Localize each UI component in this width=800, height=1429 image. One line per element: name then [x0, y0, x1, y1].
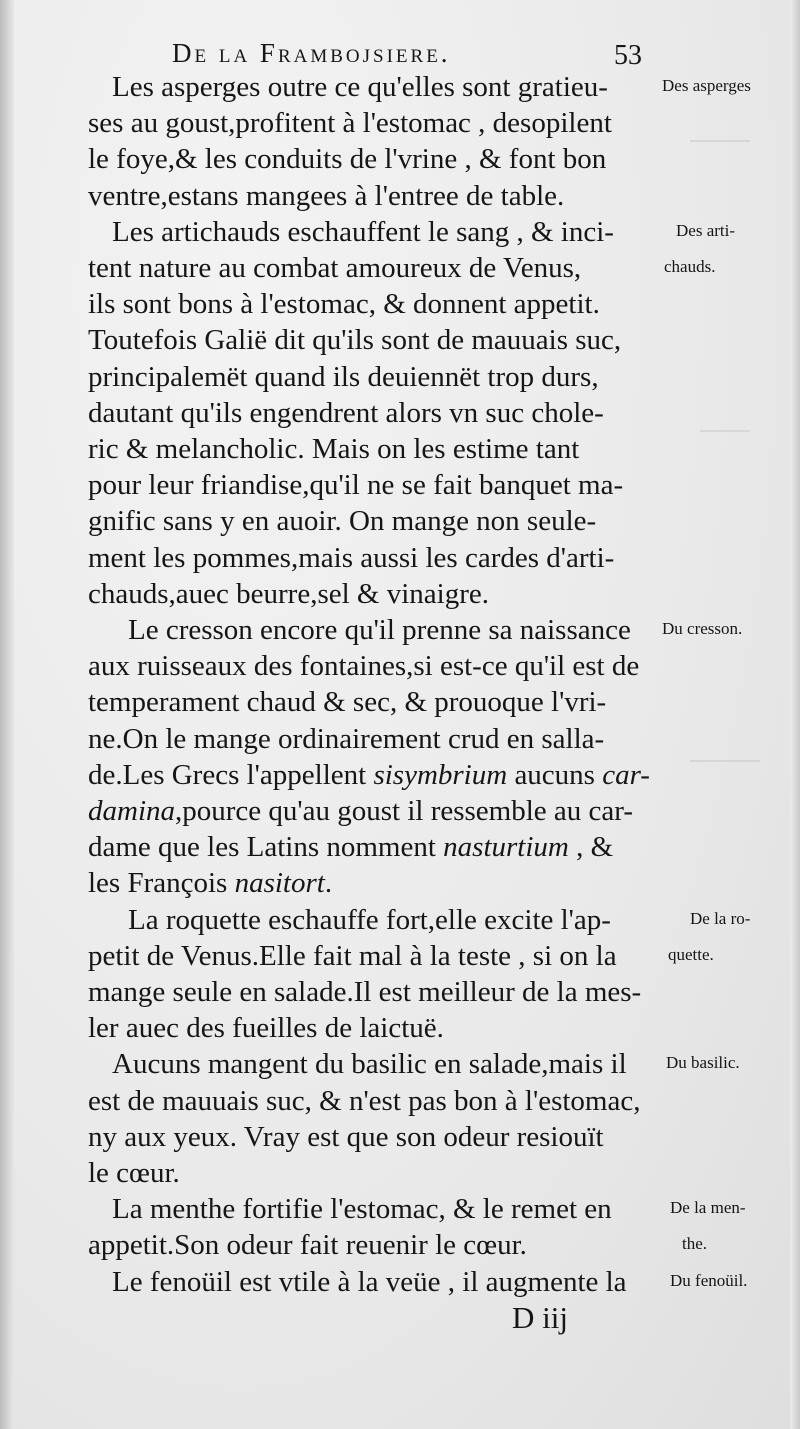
text-line: dautant qu'ils engendrent alors vn suc chole- — [88, 396, 604, 429]
text-line: ventre,estans mangees à l'entree de table. — [88, 179, 565, 212]
text-line: ils sont bons à l'estomac, & donnent appetit. — [88, 288, 600, 321]
text-line: gnific sans y en auoir. On mange non seule- — [88, 505, 597, 538]
text-fragment: , & — [568, 831, 614, 864]
margin-note-roquette-1: De la ro- — [690, 908, 751, 928]
text-line: ses au goust,profitent à l'estomac , desopilent — [88, 107, 612, 140]
text-line: ric & melancholic. Mais on les estime tant — [88, 433, 580, 465]
text-fragment: aucuns — [507, 758, 603, 791]
text-line: appetit.Son odeur fait reuenir le cœur. — [88, 1229, 527, 1262]
text-fragment: dame que les Latins nomment — [88, 831, 444, 864]
text-line: ny aux yeux. Vray est que son odeur resiouït — [88, 1120, 604, 1153]
text-line: pour leur friandise,qu'il ne se fait banquet ma- — [88, 469, 624, 502]
text-line: ne.On le mange ordinairement crud en salla- — [88, 722, 605, 755]
page-number: 53 — [614, 40, 642, 71]
text-line: ment les pommes,mais aussi les cardes d'arti- — [88, 541, 615, 574]
text-line: chauds,auec beurre,sel & vinaigre. — [88, 577, 489, 610]
latin-term: sisymbrium — [373, 758, 508, 791]
margin-note-menthe-1: De la men- — [670, 1198, 746, 1218]
latin-term: damina — [88, 795, 175, 827]
text-line: Toutefois Galië dit qu'ils sont de mauuais suc, — [88, 324, 622, 357]
text-fragment: de.Les Grecs l'appellent — [88, 758, 374, 791]
text-line: Aucuns mangent du basilic en salade,mais il — [112, 1048, 627, 1081]
margin-note-asperges: Des asperges — [662, 76, 751, 95]
margin-note-roquette-2: quette. — [668, 944, 714, 964]
text-line: mange seule en salade.Il est meilleur de la mes- — [88, 976, 642, 1008]
text-line: le foye,& les conduits de l'vrine , & font bon — [88, 143, 607, 176]
margin-note-menthe-2: the. — [682, 1234, 708, 1254]
text-line: Les asperges outre ce qu'elles sont gratieu- — [112, 71, 608, 103]
text-fragment: . — [324, 867, 333, 900]
text-line: La menthe fortifie l'estomac, & le remet en — [112, 1193, 612, 1226]
margin-note-artichauds-1: Des arti- — [676, 220, 736, 240]
margin-note-cresson: Du cresson. — [662, 619, 743, 638]
signature-mark: D iij — [512, 1299, 568, 1335]
text-line: tent nature au combat amoureux de Venus, — [88, 252, 582, 284]
text-line: Le cresson encore qu'il prenne sa naissance — [128, 614, 631, 646]
text-fragment: ,pource qu'au goust il ressemble au car- — [175, 795, 634, 827]
text-line: principalemët quand ils deuiennët trop durs, — [88, 360, 599, 393]
latin-term: nasturtium — [443, 831, 569, 864]
text-line: temperament chaud & sec, & prouoque l'vri- — [88, 686, 607, 719]
text-line: petit de Venus.Elle fait mal à la teste , si on la — [88, 939, 617, 972]
text-line: ler auec des fueilles de laictuë. — [88, 1012, 444, 1045]
text-line: Le fenoüil est vtile à la veüe , il augmente la — [112, 1265, 627, 1298]
text-fragment: les François — [88, 867, 235, 900]
text-line: est de mauuais suc, & n'est pas bon à l'estomac, — [88, 1084, 641, 1117]
margin-note-artichauds-2: chauds. — [664, 257, 716, 276]
running-head-title: De la Frambojsiere. — [172, 38, 451, 68]
text-line: Les artichauds eschauffent le sang , & inci- — [112, 215, 614, 248]
latin-term: car- — [602, 758, 650, 791]
text-line: aux ruisseaux des fontaines,si est-ce qu'il est de — [88, 650, 640, 683]
text-line: La roquette eschauffe fort,elle excite l'ap- — [128, 903, 611, 936]
latin-term: nasitort — [234, 867, 325, 900]
margin-note-basilic: Du basilic. — [666, 1053, 740, 1073]
margin-note-fenouil: Du fenoüil. — [670, 1270, 748, 1290]
text-line: le cœur. — [88, 1157, 180, 1189]
